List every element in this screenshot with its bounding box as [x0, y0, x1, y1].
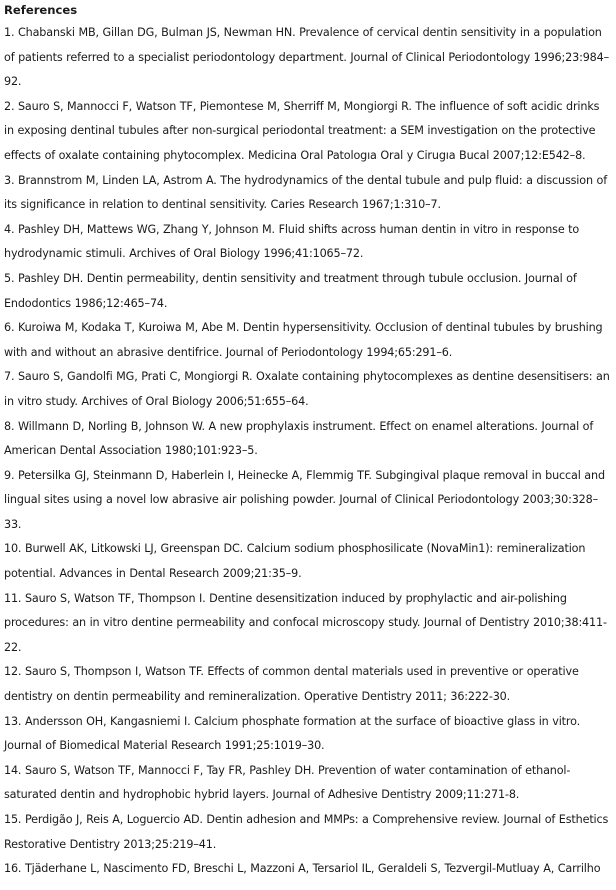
- reference-item: 5. Pashley DH. Dentin permeability, dentin sensitivity and treatment through tubule occlusion. Journal of Endodontics 1986;12:465–74.: [4, 271, 577, 310]
- reference-item: 16. Tjäderhane L, Nascimento FD, Breschi L, Mazzoni A, Tersariol IL, Geraldeli S, Tezvergil-Mutluay A, Carrilho: [4, 862, 601, 876]
- references-heading: References: [4, 3, 78, 17]
- reference-item: 8. Willmann D, Norling B, Johnson W. A new prophylaxis instrument. Effect on enamel alterations. Journal of American Dental Association 1980;101:923–5.: [4, 419, 594, 458]
- reference-item: 11. Sauro S, Watson TF, Thompson I. Dentine desensitization induced by prophylactic and air-polishing procedures: an in vitro dentine permeability and confocal microscopy study. Journal of Dentistry 2010;38:411-22.: [4, 591, 607, 654]
- reference-item: 4. Pashley DH, Mattews WG, Zhang Y, Johnson M. Fluid shifts across human dentin in vitro in response to hydrodynamic stimuli. Archives of Oral Biology 1996;41:1065–72.: [4, 222, 580, 261]
- reference-item: 3. Brannstrom M, Linden LA, Astrom A. The hydrodynamics of the dental tubule and pulp fluid: a discussion of its significance in relation to dentinal sensitivity. Caries Research 1967;1:310–7.: [4, 173, 607, 212]
- reference-item: 12. Sauro S, Thompson I, Watson TF. Effects of common dental materials used in preventive or operative dentistry on dentin permeability and remineralization. Operative Dentistry 2011; 36:222-30.: [4, 665, 579, 704]
- reference-item: 7. Sauro S, Gandolfi MG, Prati C, Mongiorgi R. Oxalate containing phytocomplexes as dentine desensitisers: an in vitro study. Archives of Oral Biology 2006;51:655–64.: [4, 370, 610, 408]
- reference-list: [4, 21, 610, 882]
- references-page: [4, 0, 610, 882]
- reference-item: 10. Burwell AK, Litkowski LJ, Greenspan DC. Calcium sodium phosphosilicate (NovaMin1): remineralization potential. Advances in Dental Research 2009;21:35–9.: [4, 542, 586, 581]
- reference-item: 15. Perdigão J, Reis A, Loguercio AD. Dentin adhesion and MMPs: a Comprehensive review. Journal of Esthetics Restorative Dentistry 2013;25:219–41.: [4, 813, 609, 851]
- reference-item: 14. Sauro S, Watson TF, Mannocci F, Tay FR, Pashley DH. Prevention of water contamination of ethanol-saturated dentin and hydrophobic hybrid layers. Journal of Adhesive Dentistry 2009;11:271-8.: [4, 763, 571, 802]
- reference-item: 13. Andersson OH, Kangasniemi I. Calcium phosphate formation at the surface of bioactive glass in vitro. Journal of Biomedical Material Research 1991;25:1019–30.: [4, 714, 581, 753]
- reference-item: 1. Chabanski MB, Gillan DG, Bulman JS, Newman HN. Prevalence of cervical dentin sensitivity in a population of patients referred to a specialist periodontology department. Journal of Clinical Periodontology 1996;23:984–92.: [4, 26, 610, 89]
- reference-item: 2. Sauro S, Mannocci F, Watson TF, Piemontese M, Sherriff M, Mongiorgi R. The influence of soft acidic drinks in exposing dentinal tubules after non-surgical periodontal treatment: a SEM investigation on the protective effects of oxalate containing phytocomplex. Medicina Oral Patologıa Oral y Cirugıa Bucal 2007;12:E542–8.: [4, 99, 600, 162]
- reference-item: 6. Kuroiwa M, Kodaka T, Kuroiwa M, Abe M. Dentin hypersensitivity. Occlusion of dentinal tubules by brushing with and without an abrasive dentifrice. Journal of Periodontology 1994;65:291–6.: [4, 321, 603, 359]
- reference-item: 9. Petersilka GJ, Steinmann D, Haberlein I, Heinecke A, Flemmig TF. Subgingival plaque removal in buccal and lingual sites using a novel low abrasive air polishing powder. Journal of Clinical Periodontology 2003;30:328–33.: [4, 468, 605, 531]
